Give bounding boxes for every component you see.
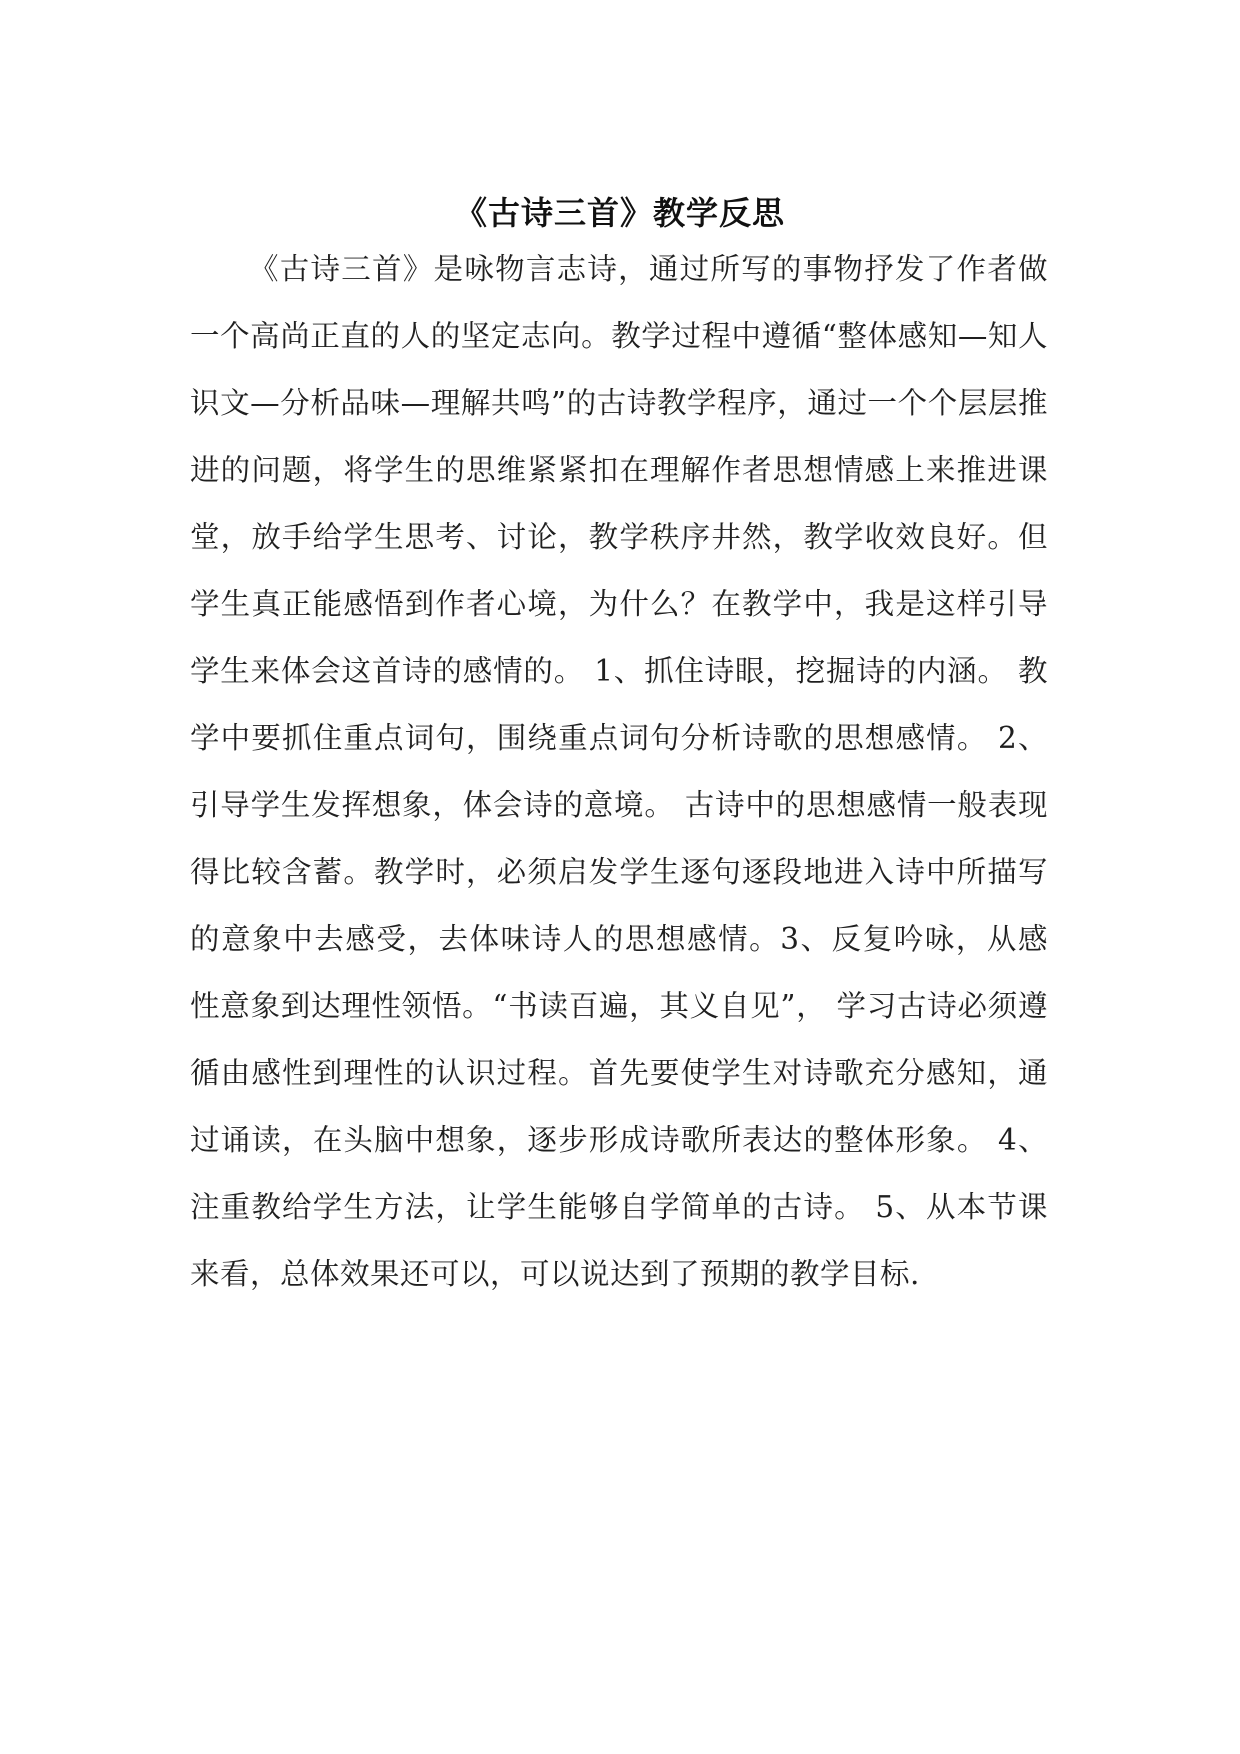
document-paragraph: 《古诗三首》是咏物言志诗，通过所写的事物抒发了作者做一个高尚正直的人的坚定志向。教学过程中遵循“整体感知—知人识文—分析品味—理解共鸣”的古诗教学程序，通过一个个层层推进的问题，将学生的思维紧紧扣在理解作者思想情感上来推进课堂，放手给学生思考、讨论，教学秩序井然，教学收效良好。但学生真正能感悟到作者心境，为什么？在教学中，我是这样引导学生来体会这首诗的感情的。 1、抓住诗眼，挖掘诗的内涵。 教学中要抓住重点词句，围绕重点词句分析诗歌的思想感情。 2、引导学生发挥想象，体会诗的意境。 古诗中的思想感情一般表现得比较含蓄。教学时，必须启发学生逐句逐段地进入诗中所描写的意象中去感受，去体味诗人的思想感情。3、反复吟咏，从感性意象到达理性领悟。“书读百遍，其义自见”， 学习古诗必须遵循由感性到理性的认识过程。首先要使学生对诗歌充分感知，通过诵读，在头脑中想象，逐步形成诗歌所表达的整体形象。 4、注重教给学生方法，让学生能够自学简单的古诗。 5、从本节课来看，总体效果还可以，可以说达到了预期的教学目标. bbox=[190, 252, 1048, 1291]
document-title: 《古诗三首》教学反思 bbox=[454, 194, 785, 233]
